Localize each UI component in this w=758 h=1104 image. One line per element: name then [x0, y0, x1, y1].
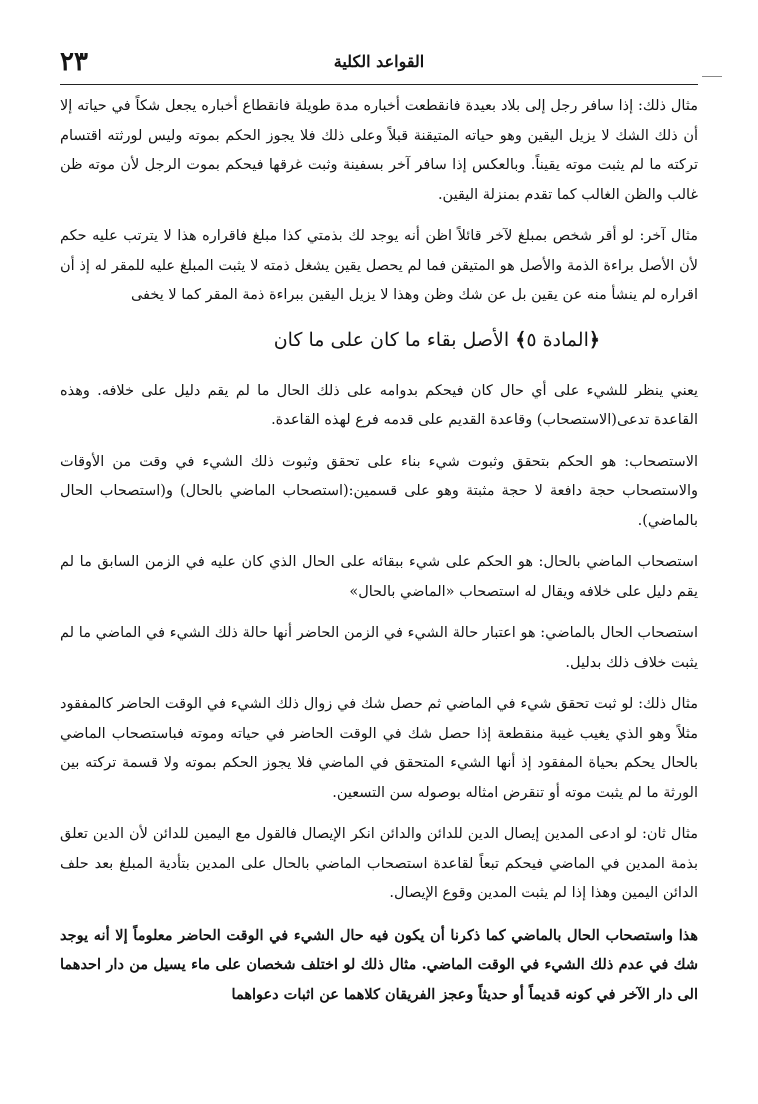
article-label: المادة ٥ — [526, 328, 589, 351]
second-example-paragraph: مثال آخر: لو أقر شخص بمبلغ لآخر قائلاً اظن أنه يوجد لك بذمتي كذا مبلغ فاقراره هذا لا يترتب عليه حكم لأن الأصل براءة الذمة والأصل هو المتيقن فما لم يحصل يقين يشغل ذمته لا يثبت المبلغ عليه للمقر له إذ أن اقراره لم ينشأ منه عن يقين بل عن شك وظن وهذا لا يزيل اليقين ببراءة ذمة المقر كما لا يخفى — [60, 228, 698, 303]
page-body — [60, 92, 698, 1021]
present-by-past-definition: استصحاب الحال بالماضي: هو اعتبار حالة الشيء في الزمن الحاضر أنها حالة ذلك الشيء في الماضي ما لم يثبت خلاف ذلك بدليل. — [60, 625, 698, 671]
article-close-bracket: ﴾ — [515, 328, 527, 351]
article-heading — [60, 325, 698, 355]
running-title: القواعد الكلية — [333, 52, 425, 71]
article-explanation: يعني ينظر للشيء على أي حال كان فيحكم بدوامه على ذلك الحال ما لم يقم دليل على خلافه. وهذه القاعدة تدعى(الاستصحاب) وقاعدة القديم على قدمه فرع لهذه القاعدة. — [60, 382, 698, 428]
page-number: ٢٣ — [60, 47, 88, 77]
example-paragraph: مثال ذلك: إذا سافر رجل إلى بلاد بعيدة فانقطعت أخباره مدة طويلة فانقطاع أخباره يجعل شكاً في حياته إلا أن ذلك الشك لا يزيل اليقين وهو حياته المتيقنة قبلاً وعلى ذلك فلا يجوز الحكم بموته وليس لورثته اقتسام تركته ما لم يثبت موته يقيناً. وبالعكس إذا سافر آخر بسفينة وثبت غرقها فيحكم بموت الرجل لأن موته ظن غالب والظن الغالب كما تقدم بمنزلة اليقين. — [60, 98, 698, 203]
page-header — [60, 44, 698, 80]
corner-mark — [702, 76, 722, 77]
past-by-present-definition: استصحاب الماضي بالحال: هو الحكم على شيء ببقائه على الحال الذي كان عليه في الزمن السابق ما لم يقم دليل على خلافه ويقال له استصحاب «الماضي بالحال» — [60, 554, 698, 600]
article-open-bracket: ﴿ — [588, 328, 600, 351]
istishab-definition: الاستصحاب: هو الحكم بتحقق وثبوت شيء بناء على تحقق وثبوت ذلك الشيء في وقت من الأوقات والاستصحاب حجة دافعة لا حجة مثبتة وهو على قسمين:(استصحاب الماضي بالحال) و(استصحاب الحال بالماضي). — [60, 453, 698, 529]
missing-person-example: مثال ذلك: لو ثبت تحقق شيء في الماضي ثم حصل شك في زوال ذلك الشيء في الوقت الحاضر كالمفقود مثلاً وهو الذي يغيب غيبة منقطعة إذا حصل شك في الوقت الحاضر في حياته وموته فباستصحاب الماضي بالحال يحكم بحياة المفقود إذ أنها الشيء المتحقق في الماضي فلا يجوز الحكم بموته ولا قسمة تركته بين الورثة ما لم يثبت موته أو تنقرض امثاله بوصوله سن التسعين. — [60, 696, 698, 801]
article-title: الأصل بقاء ما كان على ما كان — [273, 328, 510, 351]
water-dispute-example: هذا واستصحاب الحال بالماضي كما ذكرنا أن يكون فيه حال الشيء في الوقت الحاضر معلوماً إلا أنه يوجد شك في عدم ذلك الشيء في الوقت الماضي. مثال ذلك لو اختلف شخصان على ماء يسيل من دار احدهما الى دار الآخر في كونه قديماً أو حديثاً وعجز الفريقان كلاهما عن اثبات دعواهما — [60, 926, 698, 1003]
header-rule — [60, 84, 698, 85]
debt-example: مثال ثان: لو ادعى المدين إيصال الدين للدائن والدائن انكر الإيصال فالقول مع اليمين للدائن لأن الدين تعلق بذمة المدين في الماضي فيحكم تبعاً لقاعدة استصحاب الماضي بالحال على المدين بتأدية المبلغ بعد حلف الدائن اليمين وهذا إذا لم يثبت المدين وقوع الإيصال. — [60, 826, 698, 901]
